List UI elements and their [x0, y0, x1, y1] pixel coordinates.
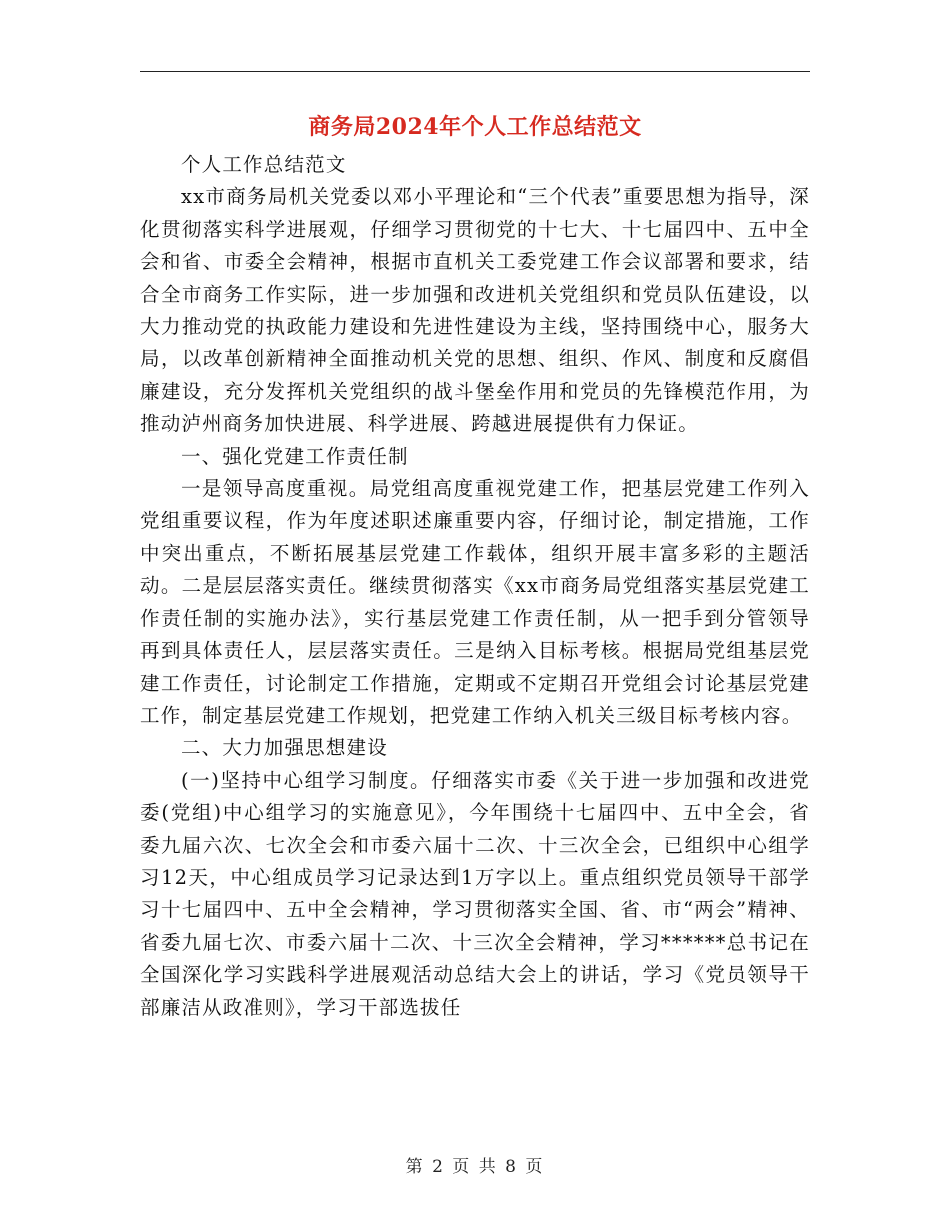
page-number-footer: 第 2 页 共 8 页 — [405, 1157, 545, 1177]
document-body — [140, 149, 810, 1024]
paragraph-section-1: 一是领导高度重视。局党组高度重视党建工作，把基层党建工作列入党组重要议程，作为年度述职述廉重要内容，仔细讨论，制定措施，工作中突出重点，不断拓展基层党建工作载体，组织开展丰富多彩的主题活动。二是层层落实责任。继续贯彻落实《xx市商务局党组落实基层党建工作责任制的实施办法》，实行基层党建工作责任制，从一把手到分管领导再到具体责任人，层层落实责任。三是纳入目标考核。根据局党组基层党建工作责任，讨论制定工作措施，定期或不定期召开党组会讨论基层党建工作，制定基层党建工作规划，把党建工作纳入机关三级目标考核内容。 — [140, 477, 810, 727]
header-rule — [140, 71, 810, 72]
paragraph-subtitle: 个人工作总结范文 — [180, 153, 347, 176]
section-heading-2: 二、大力加强思想建设 — [180, 736, 388, 760]
paragraph-intro: xx市商务局机关党委以邓小平理论和“三个代表”重要思想为指导，深化贯彻落实科学进展观，仔细学习贯彻党的十七大、十七届四中、五中全会和省、市委全会精神，根据市直机关工委党建工作会议部署和要求，结合全市商务工作实际，进一步加强和改进机关党组织和党员队伍建设，以大力推动党的执政能力建设和先进性建设为主线，坚持围绕中心，服务大局，以改革创新精神全面推动机关党的思想、组织、作风、制度和反腐倡廉建设，充分发挥机关党组织的战斗堡垒作用和党员的先锋模范作用，为推动泸州商务加快进展、科学进展、跨越进展提供有力保证。 — [140, 185, 810, 436]
paragraph-section-2: (一)坚持中心组学习制度。仔细落实市委《关于进一步加强和改进党委(党组)中心组学习的实施意见》，今年围绕十七届四中、五中全会，省委九届六次、七次全会和市委六届十二次、十三次全会，已组织中心组学习12天，中心组成员学习记录达到1万字以上。重点组织党员领导干部学习十七届四中、五中全会精神，学习贯彻落实全国、省、市“两会”精神、省委九届七次、市委六届十二次、十三次全会精神，学习******总书记在全国深化学习实践科学进展观活动总结大会上的讲话，学习《党员领导干部廉洁从政准则》，学习干部选拔任 — [140, 768, 810, 1019]
document-title: 商务局2024年个人工作总结范文 — [308, 114, 642, 140]
section-heading-1: 一、强化党建工作责任制 — [180, 444, 409, 468]
